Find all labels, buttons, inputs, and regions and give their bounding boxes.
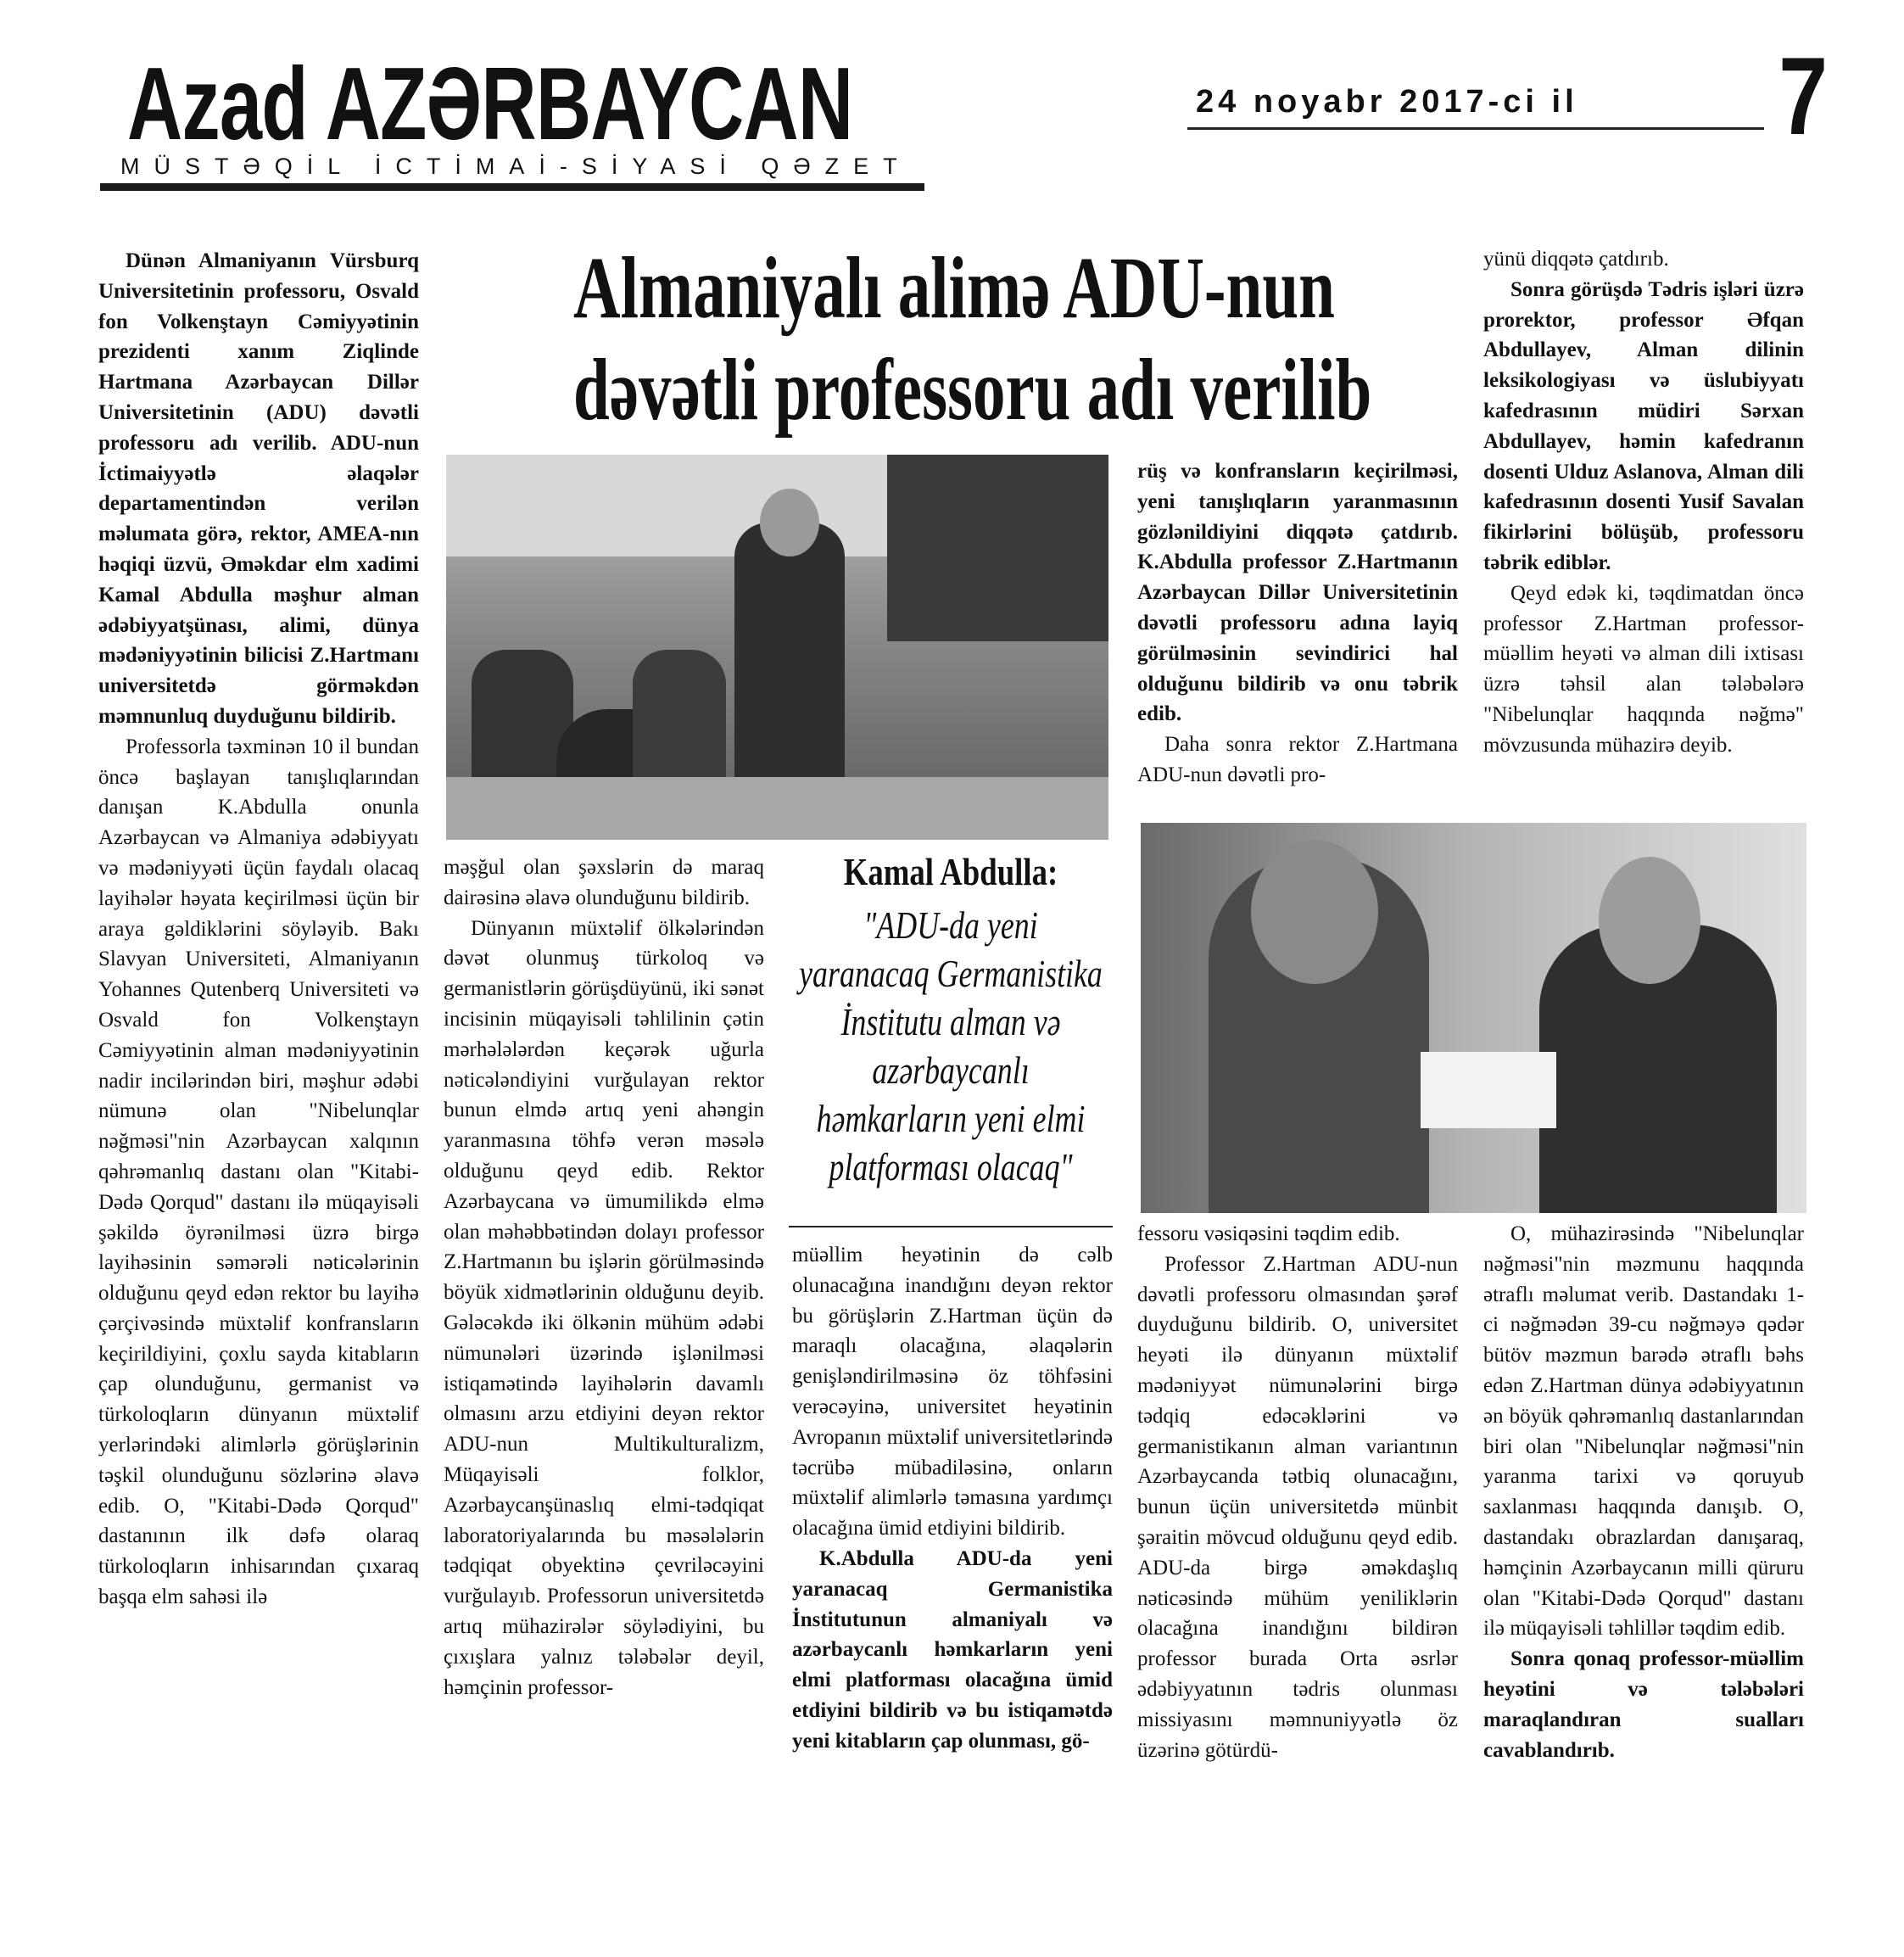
paragraph: O, mühazirəsində "Nibelunqlar nəğməsi"nin məzmunu haqqında ətraflı məlumat verib. Dastandakı 1-ci nəğmədən 39-cu nəğməyə qədər bütöv məzmun barədə ətraflı bəhs edən Z.Hartman dünya ədəbiyyatının ən böyük qəhrəmanlıq dastanlarından biri olan "Nibelunqlar nəğməsi"nin yaranma tarixi və qoruyub saxlanması haqqında danışıb. O, dastandakı obrazlardan danışaraq, həmçinin Azərbaycanın milli qüruru olan "Kitabi-Dədə Qorqud" dastanı ilə müqayisəli təhlillər təqdim edib. xyxy=(1483,1222,1804,1641)
column-1 xyxy=(98,246,419,1934)
page-number: 7 xyxy=(1778,34,1829,158)
bold-paragraph: Sonra görüşdə Tədris işləri üzrə prorektor, professor Əfqan Abdullayev, Alman dilinin leksikologiyası və üslubiyyatı kafedrasının müdiri Sərxan Abdullayev, həmin kafedranın dosenti Ulduz Aslanova, Alman dili kafedrasının dosenti Yusif Savalan fikirlərini bölüşüb, professoru təbrik ediblər. xyxy=(1483,277,1804,574)
article-headline xyxy=(441,238,1459,441)
paragraph: Professor Z.Hartman ADU-nun dəvətli professoru olmasından şərəf duyduğunu bildirib. O, universitet heyəti ilə dünyanın müxtəlif mədəniyyət nümunələrini birgə tədqiq edəcəklərini və germanistikanın alman variantının Azərbaycanda tətbiq olunacağını, bunun üçün universitetdə münbit şəraitin mövcud olduğunu qeyd edib. ADU-da birgə əməkdaşlıq nəticəsində mühüm yeniliklərin olacağına inandığını bildirən professor burada Orta əsrlər ədəbiyyatının tədris olunması missiyasını məmnuniyyətlə öz üzərinə götürdü- xyxy=(1137,1252,1458,1762)
date-rule xyxy=(1187,127,1764,130)
pull-quote-text: "ADU-da yeni yaranacaq Germanistika İnstitutu alman və azərbaycanlı həmkarların yeni elmi platforması olacaq" xyxy=(799,903,1103,1188)
paragraph: Professorla təxminən 10 il bundan öncə başlayan tanışlıqlarından danışan K.Abdulla onunla Azərbaycan və Almaniya ədəbiyyatı və mədəniyyəti üçün faydalı olacaq layihələr həyata keçirilməsi üçün bir araya gəldiklərini söyləyib. Bakı Slavyan Universiteti, Almaniyanın Yohannes Qutenberq Universiteti və Osvald fon Volkenştayn Cəmiyyətinin alman mədəniyyətinin nadir incilərindən biri, məşhur ədəbi nümunə olan "Nibelunqlar nəğməsi"nin Azərbaycan xalqının qəhrəmanlıq dastanı olan "Kitabi-Dədə Qorqud" dastanı ilə müqayisəli şəkildə öyrənilməsi üzrə birgə layihəsinin səmərəli nəticələrinin olduğunu qeyd edən rektor bu layihə çərçivəsində müxtəlif konfransların keçirildiyini, çoxlu sayda kitabların çap olunduğunu, germanist və türkoloqların dünyanın müxtəlif yerlərindəki alimlərlə görüşlərinin təşkil olunduğunu sözlərinə əlavə edib. O, "Kitabi-Dədə Qorqud" dastanının ilk dəfə olaraq türkoloqların inhisarından çıxaraq başqa elm sahəsi ilə xyxy=(98,735,419,1609)
paragraph: məşğul olan şəxslərin də maraq dairəsinə əlavə olunduğunu bildirib. xyxy=(444,856,764,909)
column-3 xyxy=(792,1240,1113,1934)
meeting-photo xyxy=(446,455,1108,840)
award-photo xyxy=(1141,823,1806,1213)
bold-paragraph: K.Abdulla ADU-da yeni yaranacaq Germanistika İnstitutunun almaniyalı və azərbaycanlı həmkarların yeni elmi platforması olacağına ümid etdiyini bildirib və bu istiqamətdə yeni kitabların çap olunması, gö- xyxy=(792,1546,1113,1753)
paragraph: fessoru vəsiqəsini təqdim edib. xyxy=(1137,1222,1400,1245)
column-4-top xyxy=(1137,456,1458,821)
column-2 xyxy=(444,853,764,1934)
column-5-bottom xyxy=(1483,1219,1804,1934)
column-5-top xyxy=(1483,244,1804,821)
lead-paragraph: Dünən Almaniyanın Vürsburq Universitetinin professoru, Osvald fon Volkenştayn Cəmiyyətinin prezidenti xanım Ziqlinde Hartmana Azərbaycan Dillər Universitetinin (ADU) dəvətli professoru adı verilib. ADU-nun İctimaiyyətlə əlaqələr departamentindən verilən məlumata görə, rektor, AMEA-nın həqiqi üzvü, Əməkdar elm xadimi Kamal Abdulla məşhur alman ədəbiyyatşünası, alimi, dünya mədəniyyətinin bilicisi Z.Hartmanı universitetdə görməkdən məmnunluq duyduğunu bildirib. xyxy=(98,249,419,728)
masthead-rule xyxy=(100,183,924,191)
paragraph: müəllim heyətinin də cəlb olunacağına inandığını deyən rektor bu görüşlərin Z.Hartman üçün də maraqlı olacağına, əlaqələrin genişləndirilməsinə öz töhfəsini verəcəyinə, universitet heyətinin Avropanın müxtəlif universitetlərində təcrübə mübadiləsinə, onların müxtəlif alimlərlə təmasına yardımçı olacağına ümid etdiyini bildirib. xyxy=(792,1244,1113,1540)
paragraph: Daha sonra rektor Z.Hartmana ADU-nun dəvətli pro- xyxy=(1137,733,1458,786)
paragraph: Qeyd edək ki, təqdimatdan öncə professor Z.Hartman professor-müəllim heyəti və alman dili ixtisası üzrə təhsil alan tələbələrə "Nibelunqlar haqqında nəğmə" mövzusunda mühazirə deyib. xyxy=(1483,581,1804,757)
newspaper-subtitle: MÜSTƏQİL İCTİMAİ-SİYASİ QƏZET xyxy=(120,154,912,179)
pull-quote-name: Kamal Abdulla: xyxy=(843,850,1058,893)
bold-paragraph: Sonra qonaq professor-müəllim heyətini və tələbələri maraqlandıran sualları cavablandırıb. xyxy=(1483,1647,1804,1762)
headline-line-2: dəvətli professoru adı verilib xyxy=(573,341,1372,439)
paragraph: yünü diqqətə çatdırıb. xyxy=(1483,248,1669,271)
bold-paragraph: rüş və konfransların keçirilməsi, yeni tanışlıqların yaranmasının gözlənildiyini diqqətə çatdırıb. K.Abdulla professor Z.Hartmanın Azərbaycan Dillər Universitetinin dəvətli professoru adına layiq görülməsinin sevindirici hal olduğunu bildirib və onu təbrik edib. xyxy=(1137,460,1458,726)
pull-quote xyxy=(789,848,1113,1227)
paragraph: Dünyanın müxtəlif ölkələrindən dəvət olunmuş türkoloq və germanistlərin görüşdüyünü, iki sənət incisinin müqayisəli təhlilinin çətin mərhələlərdən keçərək uğurla nəticələndiyini vurğulayan rektor bunun elmdə artıq yeni ahəngin yaranmasına töhfə verən məsələ olduğunu qeyd edib. Rektor Azərbaycana və ümumilikdə elmə olan məhəbbətindən dolayı professor Z.Hartmanın bu işlərin görülməsində böyük xidmətlərinin olduğunu deyib. Gələcəkdə iki ölkənin mühüm ədəbi nümunələri üzərində işlənilməsi istiqamətində layihələrin davamlı olmasını arzu etdiyini deyən rektor ADU-nun Multikulturalizm, Müqayisəli folklor, Azərbaycanşünaslıq elmi-tədqiqat laboratoriyalarında bu məsələlərin tədqiqat obyektinə çevriləcəyini vurğulayıb. Professorun universitetdə artıq mühazirələr söylədiyini, bu çıxışlara yalnız tələbələr deyil, həmçinin professor- xyxy=(444,916,764,1699)
issue-date: 24 noyabr 2017-ci il xyxy=(1196,84,1578,120)
newspaper-masthead: Azad AZƏRBAYCAN xyxy=(127,46,853,161)
column-4-bottom xyxy=(1137,1219,1458,1934)
headline-line-1: Almaniyalı alimə ADU-nun xyxy=(573,239,1335,337)
